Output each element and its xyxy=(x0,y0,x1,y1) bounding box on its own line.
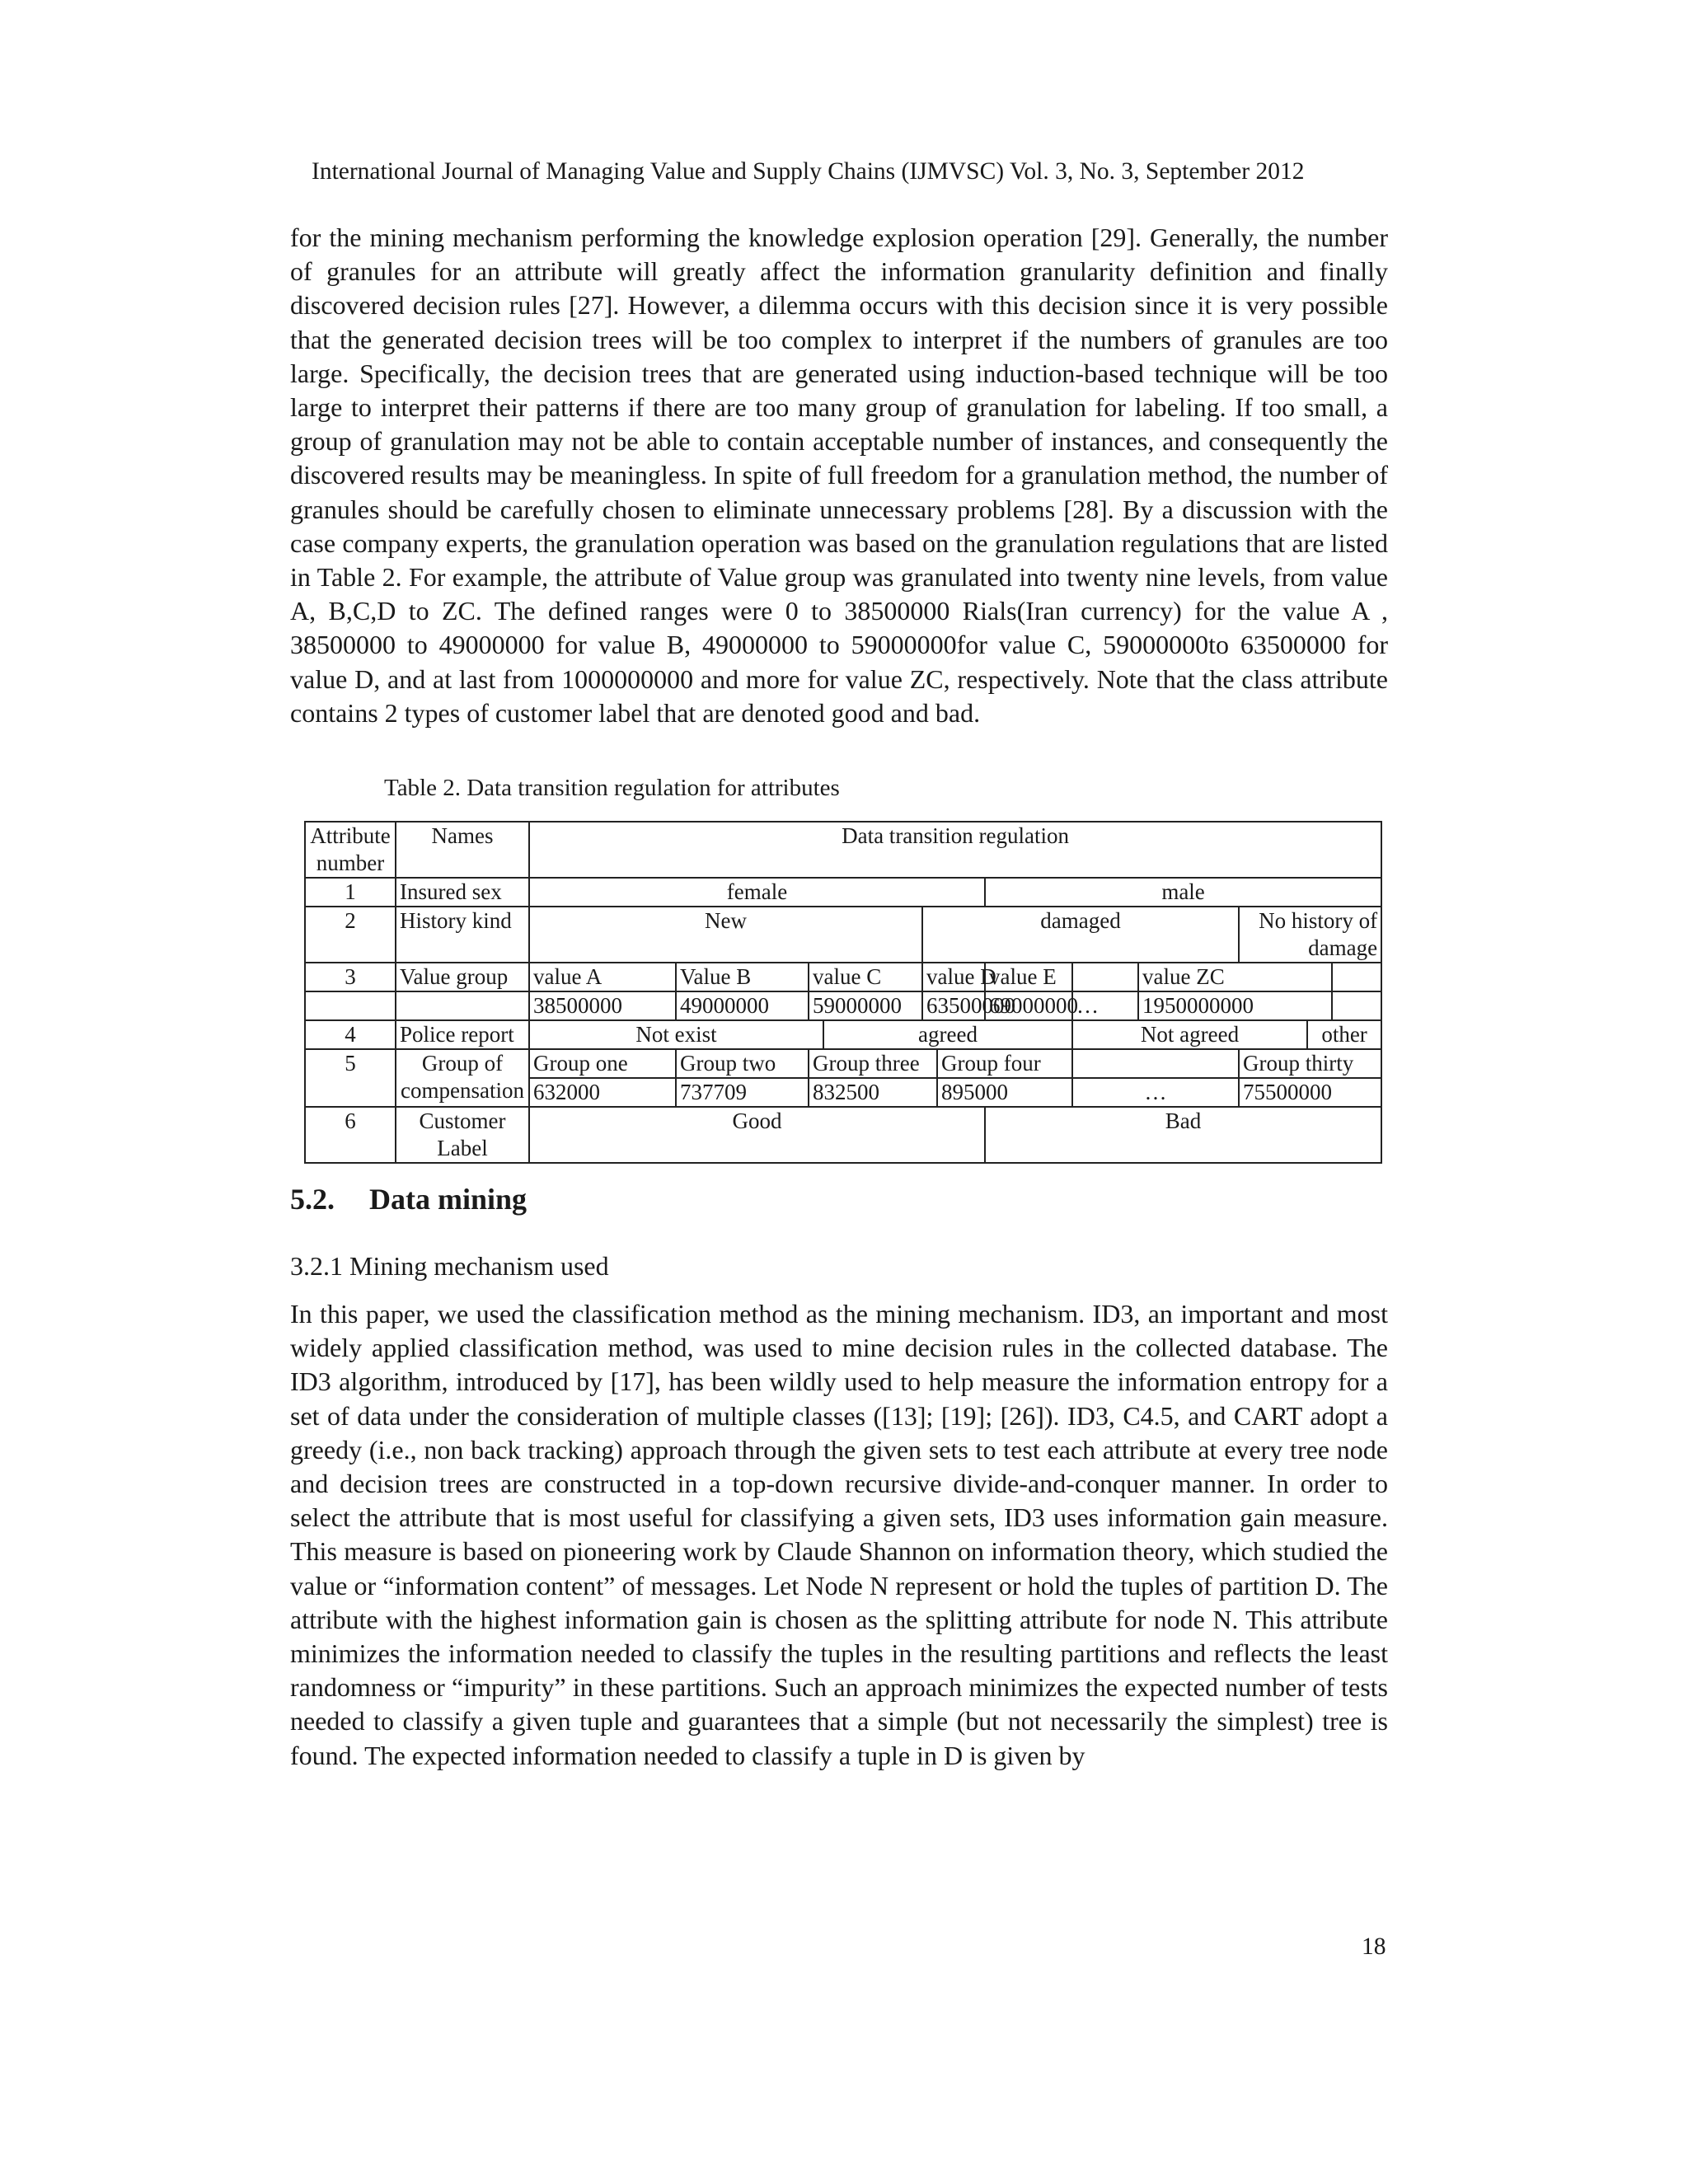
cell-value: other xyxy=(1307,1020,1381,1049)
cell-label: Group thirty xyxy=(1239,1049,1381,1078)
table-row-insured-sex xyxy=(305,878,1381,907)
cell-value: male xyxy=(985,878,1381,907)
row-name: Group of compensation xyxy=(396,1049,529,1107)
cell-value: female xyxy=(529,878,985,907)
cell-label xyxy=(1072,1049,1239,1078)
row-name: Police report xyxy=(396,1020,529,1049)
row-name: Customer Label xyxy=(396,1107,529,1163)
cell-value: Not agreed xyxy=(1072,1020,1307,1049)
cell-value: New xyxy=(529,907,922,963)
cell-value: agreed xyxy=(823,1020,1072,1049)
cell-value: 75500000 xyxy=(1239,1078,1381,1107)
cell-value xyxy=(1332,991,1381,1020)
header-names: Names xyxy=(396,822,529,878)
cell-value: 49000000 xyxy=(676,991,809,1020)
cell-value: 59000000 xyxy=(809,991,922,1020)
cell-value: 632000 xyxy=(529,1078,676,1107)
cell-value: … xyxy=(1072,1078,1239,1107)
cell-value: 737709 xyxy=(676,1078,809,1107)
row-name xyxy=(396,991,529,1020)
cell-value: damaged xyxy=(922,907,1239,963)
cell-value: 63500000 xyxy=(922,991,985,1020)
cell-label: Group two xyxy=(676,1049,809,1078)
page-number: 18 xyxy=(1362,1933,1386,1960)
row-number: 2 xyxy=(305,907,396,963)
table-row-history-kind xyxy=(305,907,1381,963)
cell-label: value ZC xyxy=(1138,963,1332,991)
row-number xyxy=(305,991,396,1020)
cell-value: Bad xyxy=(985,1107,1381,1163)
body-paragraph-2: In this paper, we used the classification method as the mining mechanism. ID3, an important and most widely applied classification method, was used to mine decision rules in the collected database. The ID3 algorithm, introduced by [17], has been wildly used to help measure the information entropy for a set of data under the consideration of multiple classes ([13]; [19]; [26]). ID3, C4.5, and CART adopt a greedy (i.e., non back tracking) approach through the given sets to test each attribute at every tree node and decision trees are constructed in a top-down recursive divide-and-conquer manner. In order to select the attribute that is most useful for classifying a given sets, ID3 uses information gain measure. This measure is based on pioneering work by Claude Shannon on information theory, which studied the value or “information content” of messages. Let Node N represent or hold the tuples of partition D. The attribute with the highest information gain is chosen as the splitting attribute for node N. This attribute minimizes the information needed to classify the tuples in the resulting partitions and reflects the least randomness or “impurity” in these partitions. Such an approach minimizes the expected number of tests needed to classify a given tuple and guarantees that a simple (but not necessarily the simplest) tree is found. The expected information needed to classify a tuple in D is given by xyxy=(290,1299,1388,1770)
section-title: Data mining xyxy=(369,1183,528,1216)
cell-label: value D xyxy=(922,963,985,991)
cell-label xyxy=(1072,963,1138,991)
row-number: 3 xyxy=(305,963,396,991)
header-regulation: Data transition regulation xyxy=(529,822,1381,878)
cell-value: … xyxy=(1072,991,1138,1020)
row-number: 6 xyxy=(305,1107,396,1163)
cell-value: 1950000000 xyxy=(1138,991,1332,1020)
cell-value: 832500 xyxy=(809,1078,937,1107)
row-number: 1 xyxy=(305,878,396,907)
header-attribute-number: Attribute number xyxy=(305,822,396,878)
row-number: 4 xyxy=(305,1020,396,1049)
body-paragraph-1: for the mining mechanism performing the knowledge explosion operation [29]. Generally, the number of granules for an attribute will greatly affect the information granularity definition and finally discovered decision rules [27]. However, a dilemma occurs with this decision since it is very possible that the generated decision trees will be too complex to interpret if the numbers of granules are too large. Specifically, the decision trees that are generated using induction-based technique will be too large to interpret their patterns if there are too many group of granulation for labeling. If too small, a group of granulation may not be able to contain acceptable number of instances, and consequently the discovered results may be meaningless. In spite of full freedom for a granulation method, the number of granules should be carefully chosen to eliminate unnecessary problems [28]. By a discussion with the case company experts, the granulation operation was based on the granulation regulations that are listed in Table 2. For example, the attribute of Value group was granulated into twenty nine levels, from value A, B,C,D to ZC. The defined ranges were 0 to 38500000 Rials(Iran currency) for the value A , 38500000 to 49000000 for value B, 49000000 to 59000000for value C, 59000000to 63500000 for value D, and at last from 1000000000 and more for value ZC, respectively. Note that the class attribute contains 2 types of customer label that are denoted good and bad. xyxy=(290,223,1388,728)
cell-label: Value B xyxy=(676,963,809,991)
data-transition-table xyxy=(304,821,1382,1164)
table-row-police-report xyxy=(305,1020,1381,1049)
table-row-value-group-labels xyxy=(305,963,1381,991)
cell-value: 38500000 xyxy=(529,991,676,1020)
cell-value: Not exist xyxy=(529,1020,823,1049)
cell-label: Group four xyxy=(937,1049,1072,1078)
row-number: 5 xyxy=(305,1049,396,1107)
row-name: Value group xyxy=(396,963,529,991)
subsection-heading: 3.2.1 Mining mechanism used xyxy=(290,1251,609,1281)
cell-value: Good xyxy=(529,1107,985,1163)
cell-value: 895000 xyxy=(937,1078,1072,1107)
cell-label: Group three xyxy=(809,1049,937,1078)
table-row-compensation-labels xyxy=(305,1049,1381,1078)
cell-label: value A xyxy=(529,963,676,991)
row-name: Insured sex xyxy=(396,878,529,907)
cell-value: No history of damage xyxy=(1239,907,1381,963)
section-number: 5.2. xyxy=(290,1183,335,1216)
cell-value: 69000000 xyxy=(985,991,1072,1020)
table-row-value-group-values xyxy=(305,991,1381,1020)
cell-label xyxy=(1332,963,1381,991)
table-row-customer-label xyxy=(305,1107,1381,1163)
cell-label: value E xyxy=(985,963,1072,991)
row-name: History kind xyxy=(396,907,529,963)
running-header: International Journal of Managing Value and Supply Chains (IJMVSC) Vol. 3, No. 3, September 2012 xyxy=(312,158,1305,185)
table-caption: Table 2. Data transition regulation for attributes xyxy=(384,775,840,801)
section-heading xyxy=(290,1182,527,1216)
cell-label: Group one xyxy=(529,1049,676,1078)
cell-label: value C xyxy=(809,963,922,991)
